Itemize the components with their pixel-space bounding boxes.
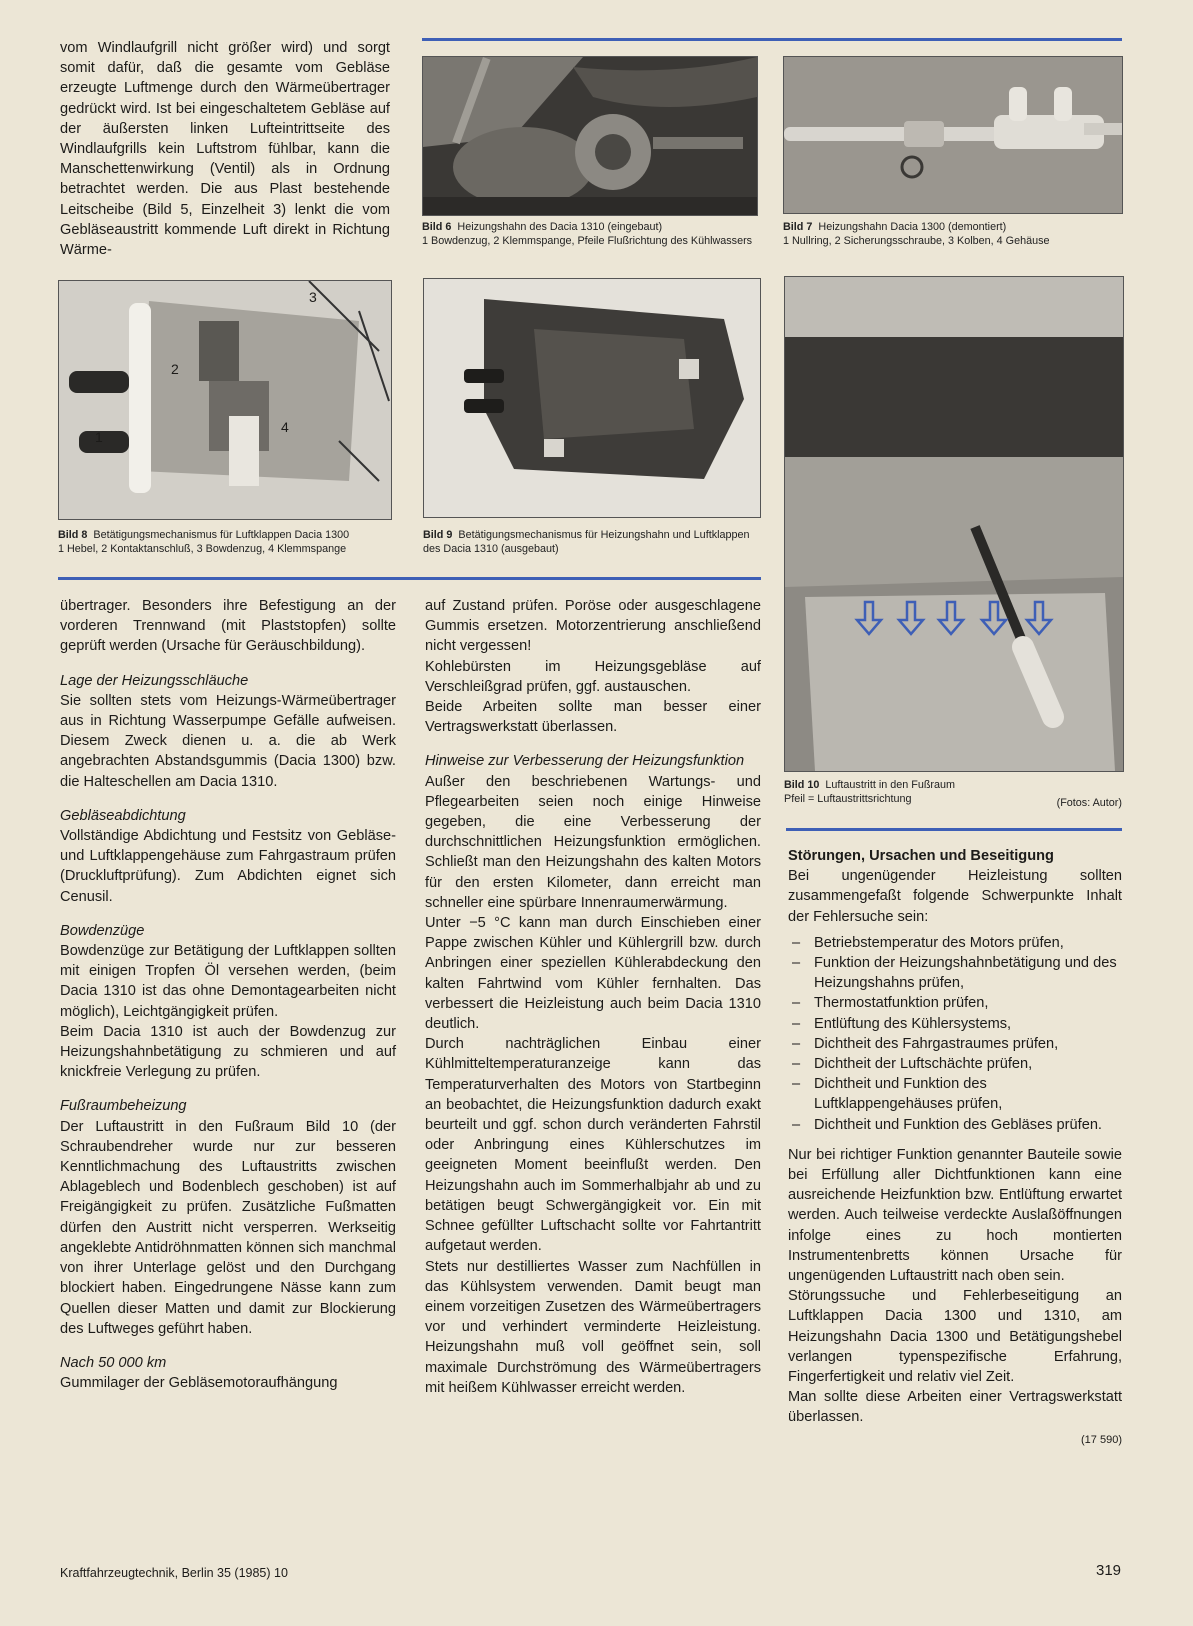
column-3 [788,846,1122,1450]
bild10-detail: Pfeil = Luftaustrittsrichtung [784,793,912,805]
bild7-text: Heizungshahn Dacia 1300 (demontiert) [818,221,1007,233]
bild9-photo [423,278,761,518]
checklist [788,933,1122,1135]
top-left-text [60,38,390,260]
bild8-detail: 1 Hebel, 2 Kontaktanschluß, 3 Bowdenzug, 4 Klemmspange [58,543,347,555]
top-left-paragraph: vom Windlaufgrill nicht größer wird) und sorgt somit dafür, daß die gesamte vom Gebläse erzeugte Luftmenge durch den Wärmeübertrager gedrückt wird. Ist bei eingeschaltetem Gebläse auf der äußersten linken Lufteintrittseite des Windlaufgrills kein Luftstrom fühlbar, kann die Manschettenwirkung (Ventil) als in Ordnung betrachtet werden. Die aus Plast bestehende Leitscheibe (Bild 5, Einzelheit 3) lenkt die vom Gebläseaustritt kommende Luft direkt in Richtung Wärme- [60,40,390,259]
col1-p1: übertrager. Besonders ihre Befestigung an der vorderen Trennwand (mit Plaststopfen) sollte geprüft werden (Ursache für Geräuschbildung). [60,598,396,655]
col2-p3: Beide Arbeiten sollte man besser einer Vertragswerkstatt überlassen. [425,699,761,736]
right-rule [786,828,1122,831]
col1-p-bowden1: Bowdenzüge zur Betätigung der Luftklappen sollten mit einigen Tropfen Öl versehen werden, (beim Dacia 1310 ist das ohne Demontagearbeiten nicht möglich), Leichtgängigkeit prüfen. [60,943,396,1020]
bild7-photo [783,56,1123,214]
bild6-detail: 1 Bowdenzug, 2 Klemmspange, Pfeile Flußrichtung des Kühlwassers [422,235,753,247]
checklist-item: – Entlüftung des Kühlersystems, [788,1014,1122,1034]
checklist-item: – Funktion der Heizungshahnbetätigung und des Heizungshahns prüfen, [788,953,1122,993]
middle-rule [58,577,761,580]
heading-bowden: Bowdenzüge [60,922,145,939]
col1-p-schlauche: Sie sollten stets vom Heizungs-Wärmeübertrager aus in Richtung Wasserpumpe Gefälle aufweisen. Diesem Zweck dienen u. a. die ab Werk angebrachten Abstandsgummis (Dacia 1300) bzw. die Halteschellen am Dacia 1310. [60,692,396,790]
column-1 [60,596,396,1393]
checklist-item: – Dichtheit und Funktion des Luftklappengehäuses prüfen, [788,1074,1122,1114]
col3-p3: Man sollte diese Arbeiten einer Vertragswerkstatt überlassen. [788,1389,1122,1426]
checklist-item: – Dichtheit des Fahrgastraumes prüfen, [788,1034,1122,1054]
bild10-text: Luftaustritt in den Fußraum [825,779,956,791]
bild8-label: Bild 8 [58,529,88,541]
col2-p2: Kohlebürsten im Heizungsgebläse auf Verschleißgrad prüfen, ggf. austauschen. [425,658,761,695]
bild8-label-1: 1 [95,429,103,445]
bild8-photo [58,280,392,520]
heading-geblase: Gebläseabdichtung [60,807,186,824]
photo-credit: (Fotos: Autor) [1056,797,1122,809]
column-2 [425,596,761,1398]
bild7-caption [783,220,1121,248]
checklist-item: – Betriebstemperatur des Motors prüfen, [788,933,1122,953]
col3-p2: Störungssuche und Fehlerbeseitigung an Luftklappen Dacia 1300 und 1310, am Heizungshahn Dacia 1300 und Betätigungshebel verlangen typenspezifische Erfahrung, Fingerfertigkeit und relativ viel Zeit. [788,1288,1122,1386]
footer-journal: Kraftfahrzeugtechnik, Berlin 35 (1985) 10 [60,1566,288,1580]
col2-p6: Durch nachträglichen Einbau einer Kühlmitteltemperaturanzeige kann das Temperaturverhalten des Motors von Startbeginn an beobachtet, die Heizungsfunktion dadurch exakt beurteilt und ggf. schon durch veränderten Fahrstil oder Anbringung eines Kühlerschutzes im geeigneten Moment beeinflußt werden. Den Heizungshahn auch im Sommerhalbjahr ab und zu betätigen beugt Schwergängigkeit vor. Ein mit Schnee gefüllter Luftschacht sollte vor Fahrtantritt aufgetaut werden. [425,1036,761,1255]
bild7-label: Bild 7 [783,221,813,233]
section-title: Störungen, Ursachen und Beseitigung [788,848,1054,864]
col2-p1: auf Zustand prüfen. Poröse oder ausgeschlagene Gummis ersetzen. Motorzentrierung anschließend nicht vergessen! [425,598,761,655]
article-ref: (17 590) [1081,1433,1122,1446]
bild6-caption [422,220,756,248]
col1-p-50000: Gummilager der Gebläsemotoraufhängung [60,1375,338,1392]
bild8-caption [58,528,398,556]
col1-p-geblase: Vollständige Abdichtung und Festsitz von Gebläse- und Luftklappengehäuse zum Fahrgastraum prüfen (Druckluftprüfung). Zum Abdichten eignet sich Cenusil. [60,828,396,905]
col3-intro: Bei ungenügender Heizleistung sollten zusammengefaßt folgende Schwerpunkte Inhalt der Fehlersuche sein: [788,868,1122,925]
bild6-text: Heizungshahn des Dacia 1310 (eingebaut) [457,221,663,233]
bild8-label-3: 3 [309,289,317,305]
bild10-label: Bild 10 [784,779,820,791]
bild6-photo [422,56,758,216]
heading-50000: Nach 50 000 km [60,1354,167,1371]
col1-p-bowden2: Beim Dacia 1310 ist auch der Bowdenzug zur Heizungshahnbetätigung zu schmieren und auf knickfreie Verlegung zu prüfen. [60,1023,396,1081]
col2-p4: Außer den beschriebenen Wartungs- und Pflegearbeiten seien noch einige Hinweise gegeben, die eine Verbesserung der durchschnittlichen Heizungsfunktion ermöglichen. Schließt man den Heizungshahn des kalten Motors für den ersten Kilometer, dann erreicht man schneller eine spürbare Innenraumerwärmung. [425,773,761,911]
page-number: 319 [1096,1562,1122,1579]
bild8-label-2: 2 [171,361,179,377]
col2-p7: Stets nur destilliertes Wasser zum Nachfüllen in das Kühlsystem verwenden. Damit beugt man einem vorzeitigen Zusetzen des Wärmeübertragers vor und verhindert verminderte Heizleistung. Heizungshahn muß voll geöffnet sein, soll maximale Durchströmung des Wärmeübertragers mit heißem Kühlwasser erreicht werden. [425,1258,761,1396]
bild6-label: Bild 6 [422,221,452,233]
col3-p1: Nur bei richtiger Funktion genannter Bauteile sowie bei Erfüllung aller Dichtfunktionen kann eine ausreichende Heizfunktion bzw. Entlüftung erwartet werden. Auch teilweise verdeckte Auslaßöffnungen infolge eines zu hoch montierten Instrumentenbretts können Ursache für ungenügenden Luftaustritt nach oben sein. [788,1146,1122,1285]
col1-p-fuss: Der Luftaustritt in den Fußraum Bild 10 (der Schraubendreher wurde nur zur besseren Kenntlichmachung des Luftaustritts zwischen Ablageblech und Bodenblech geschoben) ist auf Freigängigkeit zu prüfen. Zusätzliche Fußmatten dürfen den Austritt nicht versperren. Werkseitig angeklebte Antidröhnmatten können sich manchmal von ihrer Unterlage gelöst und den Durchgang blockiert haben. Eingedrungene Nässe kann zum Quellen dieser Matten und damit zur Blockierung des Luftweges geführt haben. [60,1118,396,1337]
checklist-item: – Dichtheit der Luftschächte prüfen, [788,1054,1122,1074]
heading-hinweise: Hinweise zur Verbesserung der Heizungsfunktion [425,753,745,770]
col2-p5: Unter −5 °C kann man durch Einschieben einer Pappe zwischen Kühler und Kühlergrill bzw. durch Anbringen einer speziellen Kühlerabdeckung den kalten Fahrtwind vom Kühler fernhalten. Das verbessert die Heizleistung auch beim Dacia 1310 deutlich. [425,915,761,1033]
bild9-caption [423,528,763,556]
bild9-text: Betätigungsmechanismus für Heizungshahn und Luftklappen des Dacia 1310 (ausgebaut) [423,529,750,555]
checklist-item: – Dichtheit und Funktion des Gebläses prüfen. [788,1115,1122,1135]
checklist-item: – Thermostatfunktion prüfen, [788,993,1122,1013]
bild7-detail: 1 Nullring, 2 Sicherungsschraube, 3 Kolben, 4 Gehäuse [783,235,1050,247]
bild10-caption [784,778,1122,809]
bild8-text: Betätigungsmechanismus für Luftklappen Dacia 1300 [93,529,350,541]
bild9-label: Bild 9 [423,529,453,541]
bild8-label-4: 4 [281,419,289,435]
bild10-photo [784,276,1124,772]
heading-fuss: Fußraumbeheizung [60,1098,187,1115]
top-rule [422,38,1122,41]
heading-schlauche: Lage der Heizungsschläuche [60,672,249,689]
